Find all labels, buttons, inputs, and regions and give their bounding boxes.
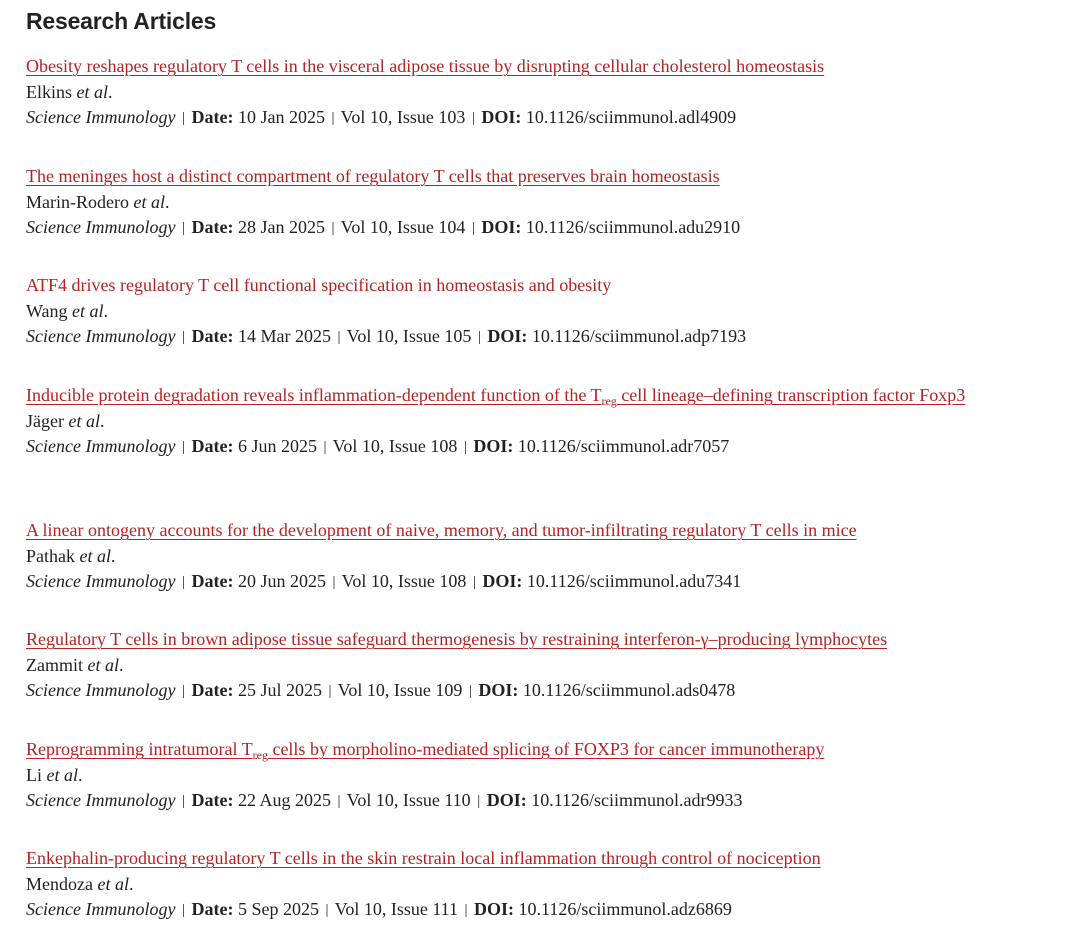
et-al: et al [76,81,109,102]
doi-label: DOI: [478,680,519,700]
separator: | [472,574,476,590]
doi-value: 10.1126/sciimmunol.adu7341 [526,571,742,591]
vol-issue: Vol 10, Issue 111 [334,899,458,919]
article-item [26,518,1066,597]
separator: | [181,110,185,126]
article-title-link[interactable]: Enkephalin-producing regulatory T cells in the skin restrain local inflammation through control of nociception [26,848,821,868]
separator: | [181,220,185,236]
author-name: Li [26,764,42,785]
article-meta [26,434,1066,462]
article-authors: Pathak et al. [26,545,116,566]
separator: | [181,574,185,590]
doi-value: 10.1126/sciimmunol.ads0478 [522,680,736,700]
date-label: Date: [191,107,234,127]
journal-name: Science Immunology [26,326,176,346]
et-al: et al [72,300,104,321]
et-al: et al [68,410,100,431]
separator: | [471,220,475,236]
date-label: Date: [191,680,234,700]
article-item [26,383,1066,462]
article-date: 10 Jan 2025 [237,107,325,127]
separator: | [477,793,481,809]
journal-name: Science Immunology [26,107,176,127]
title-part: cells by morpholino-mediated splicing of FOXP3 for cancer immunotherapy [267,739,825,759]
journal-name: Science Immunology [26,571,176,591]
vol-issue: Vol 10, Issue 110 [346,790,471,810]
article-title-link[interactable]: The meninges host a distinct compartment of regulatory T cells that preserves brain homeostasis [26,166,720,186]
separator: | [181,902,185,918]
title-subscript: reg [252,748,268,762]
journal-name: Science Immunology [26,790,176,810]
separator: | [477,329,481,345]
date-label: Date: [191,217,234,237]
article-date: 6 Jun 2025 [237,436,317,456]
date-label: Date: [191,326,234,346]
article-authors: Mendoza et al. [26,873,134,894]
article-title-link[interactable] [26,383,1066,409]
article-date: 20 Jun 2025 [237,571,326,591]
author-name: Elkins [26,81,73,102]
page-heading: Research Articles [26,8,217,34]
article-authors: Marin-Rodero et al. [26,191,170,212]
article-title-link[interactable]: Obesity reshapes regulatory T cells in the visceral adipose tissue by disrupting cellular cholesterol homeostasis [26,56,825,76]
vol-issue: Vol 10, Issue 104 [340,217,466,237]
separator: | [332,574,336,590]
doi-value: 10.1126/sciimmunol.adp7193 [531,326,747,346]
doi-label: DOI: [481,107,522,127]
author-name: Marin-Rodero [26,191,129,212]
article-meta [26,105,1066,133]
date-label: Date: [191,436,234,456]
separator: | [328,683,332,699]
article-meta [26,569,1066,597]
et-al: et al [97,873,129,894]
separator: | [181,439,185,455]
article-authors: Li et al. [26,764,83,785]
date-label: Date: [191,899,234,919]
vol-issue: Vol 10, Issue 108 [341,571,467,591]
article-date: 14 Mar 2025 [237,326,331,346]
separator: | [463,439,467,455]
title-part: Inducible protein degradation reveals inflammation-dependent function of the T [26,385,602,405]
et-al: et al [133,191,165,212]
separator: | [471,110,475,126]
separator: | [337,793,341,809]
doi-value: 10.1126/sciimmunol.adr9933 [531,790,743,810]
article-title-link[interactable]: ATF4 drives regulatory T cell functional specification in homeostasis and obesity [26,275,612,295]
doi-value: 10.1126/sciimmunol.adl4909 [525,107,737,127]
title-part: Reprogramming intratumoral T [26,739,253,759]
separator: | [337,329,341,345]
article-meta [26,678,1066,706]
article-title-link[interactable]: Regulatory T cells in brown adipose tissue safeguard thermogenesis by restraining interferon-γ–producing lymphocytes [26,629,888,649]
article-item [26,54,1066,133]
article-item [26,737,1066,816]
author-name: Wang [26,300,68,321]
doi-value: 10.1126/sciimmunol.adz6869 [518,899,732,919]
vol-issue: Vol 10, Issue 105 [346,326,472,346]
separator: | [181,793,185,809]
doi-label: DOI: [473,436,514,456]
title-part: cell lineage–defining transcription factor Foxp3 [616,385,966,405]
doi-value: 10.1126/sciimmunol.adu2910 [525,217,741,237]
date-label: Date: [191,571,234,591]
article-meta [26,788,1066,816]
separator: | [325,902,329,918]
separator: | [331,110,335,126]
vol-issue: Vol 10, Issue 108 [332,436,458,456]
separator: | [323,439,327,455]
doi-label: DOI: [474,899,515,919]
article-date: 5 Sep 2025 [237,899,319,919]
article-authors: Wang et al. [26,300,109,321]
journal-name: Science Immunology [26,436,176,456]
article-date: 22 Aug 2025 [237,790,331,810]
doi-label: DOI: [481,217,522,237]
article-authors: Zammit et al. [26,654,124,675]
et-al: et al [46,764,78,785]
journal-name: Science Immunology [26,680,176,700]
doi-label: DOI: [482,571,523,591]
article-item [26,846,1066,925]
doi-value: 10.1126/sciimmunol.adr7057 [517,436,730,456]
separator: | [464,902,468,918]
article-authors: Jäger et al. [26,410,105,431]
separator: | [468,683,472,699]
et-al: et al [79,545,111,566]
article-meta [26,897,1066,925]
vol-issue: Vol 10, Issue 103 [340,107,466,127]
article-item [26,164,1066,243]
author-name: Jäger [26,410,64,431]
author-name: Mendoza [26,873,93,894]
separator: | [181,683,185,699]
article-authors: Elkins et al. [26,81,113,102]
separator: | [331,220,335,236]
article-item [26,273,1066,352]
article-item [26,627,1066,706]
article-meta [26,324,1066,352]
article-date: 25 Jul 2025 [237,680,322,700]
doi-label: DOI: [486,790,527,810]
title-subscript: reg [601,394,617,408]
article-date: 28 Jan 2025 [237,217,325,237]
et-al: et al [87,654,119,675]
article-title-link[interactable]: A linear ontogeny accounts for the development of naive, memory, and tumor-infiltrating regulatory T cells in mice [26,520,857,540]
journal-name: Science Immunology [26,217,176,237]
article-title-link[interactable] [26,737,1066,763]
vol-issue: Vol 10, Issue 109 [337,680,463,700]
date-label: Date: [191,790,234,810]
separator: | [181,329,185,345]
article-meta [26,215,1066,243]
author-name: Pathak [26,545,75,566]
doi-label: DOI: [487,326,528,346]
author-name: Zammit [26,654,83,675]
journal-name: Science Immunology [26,899,176,919]
